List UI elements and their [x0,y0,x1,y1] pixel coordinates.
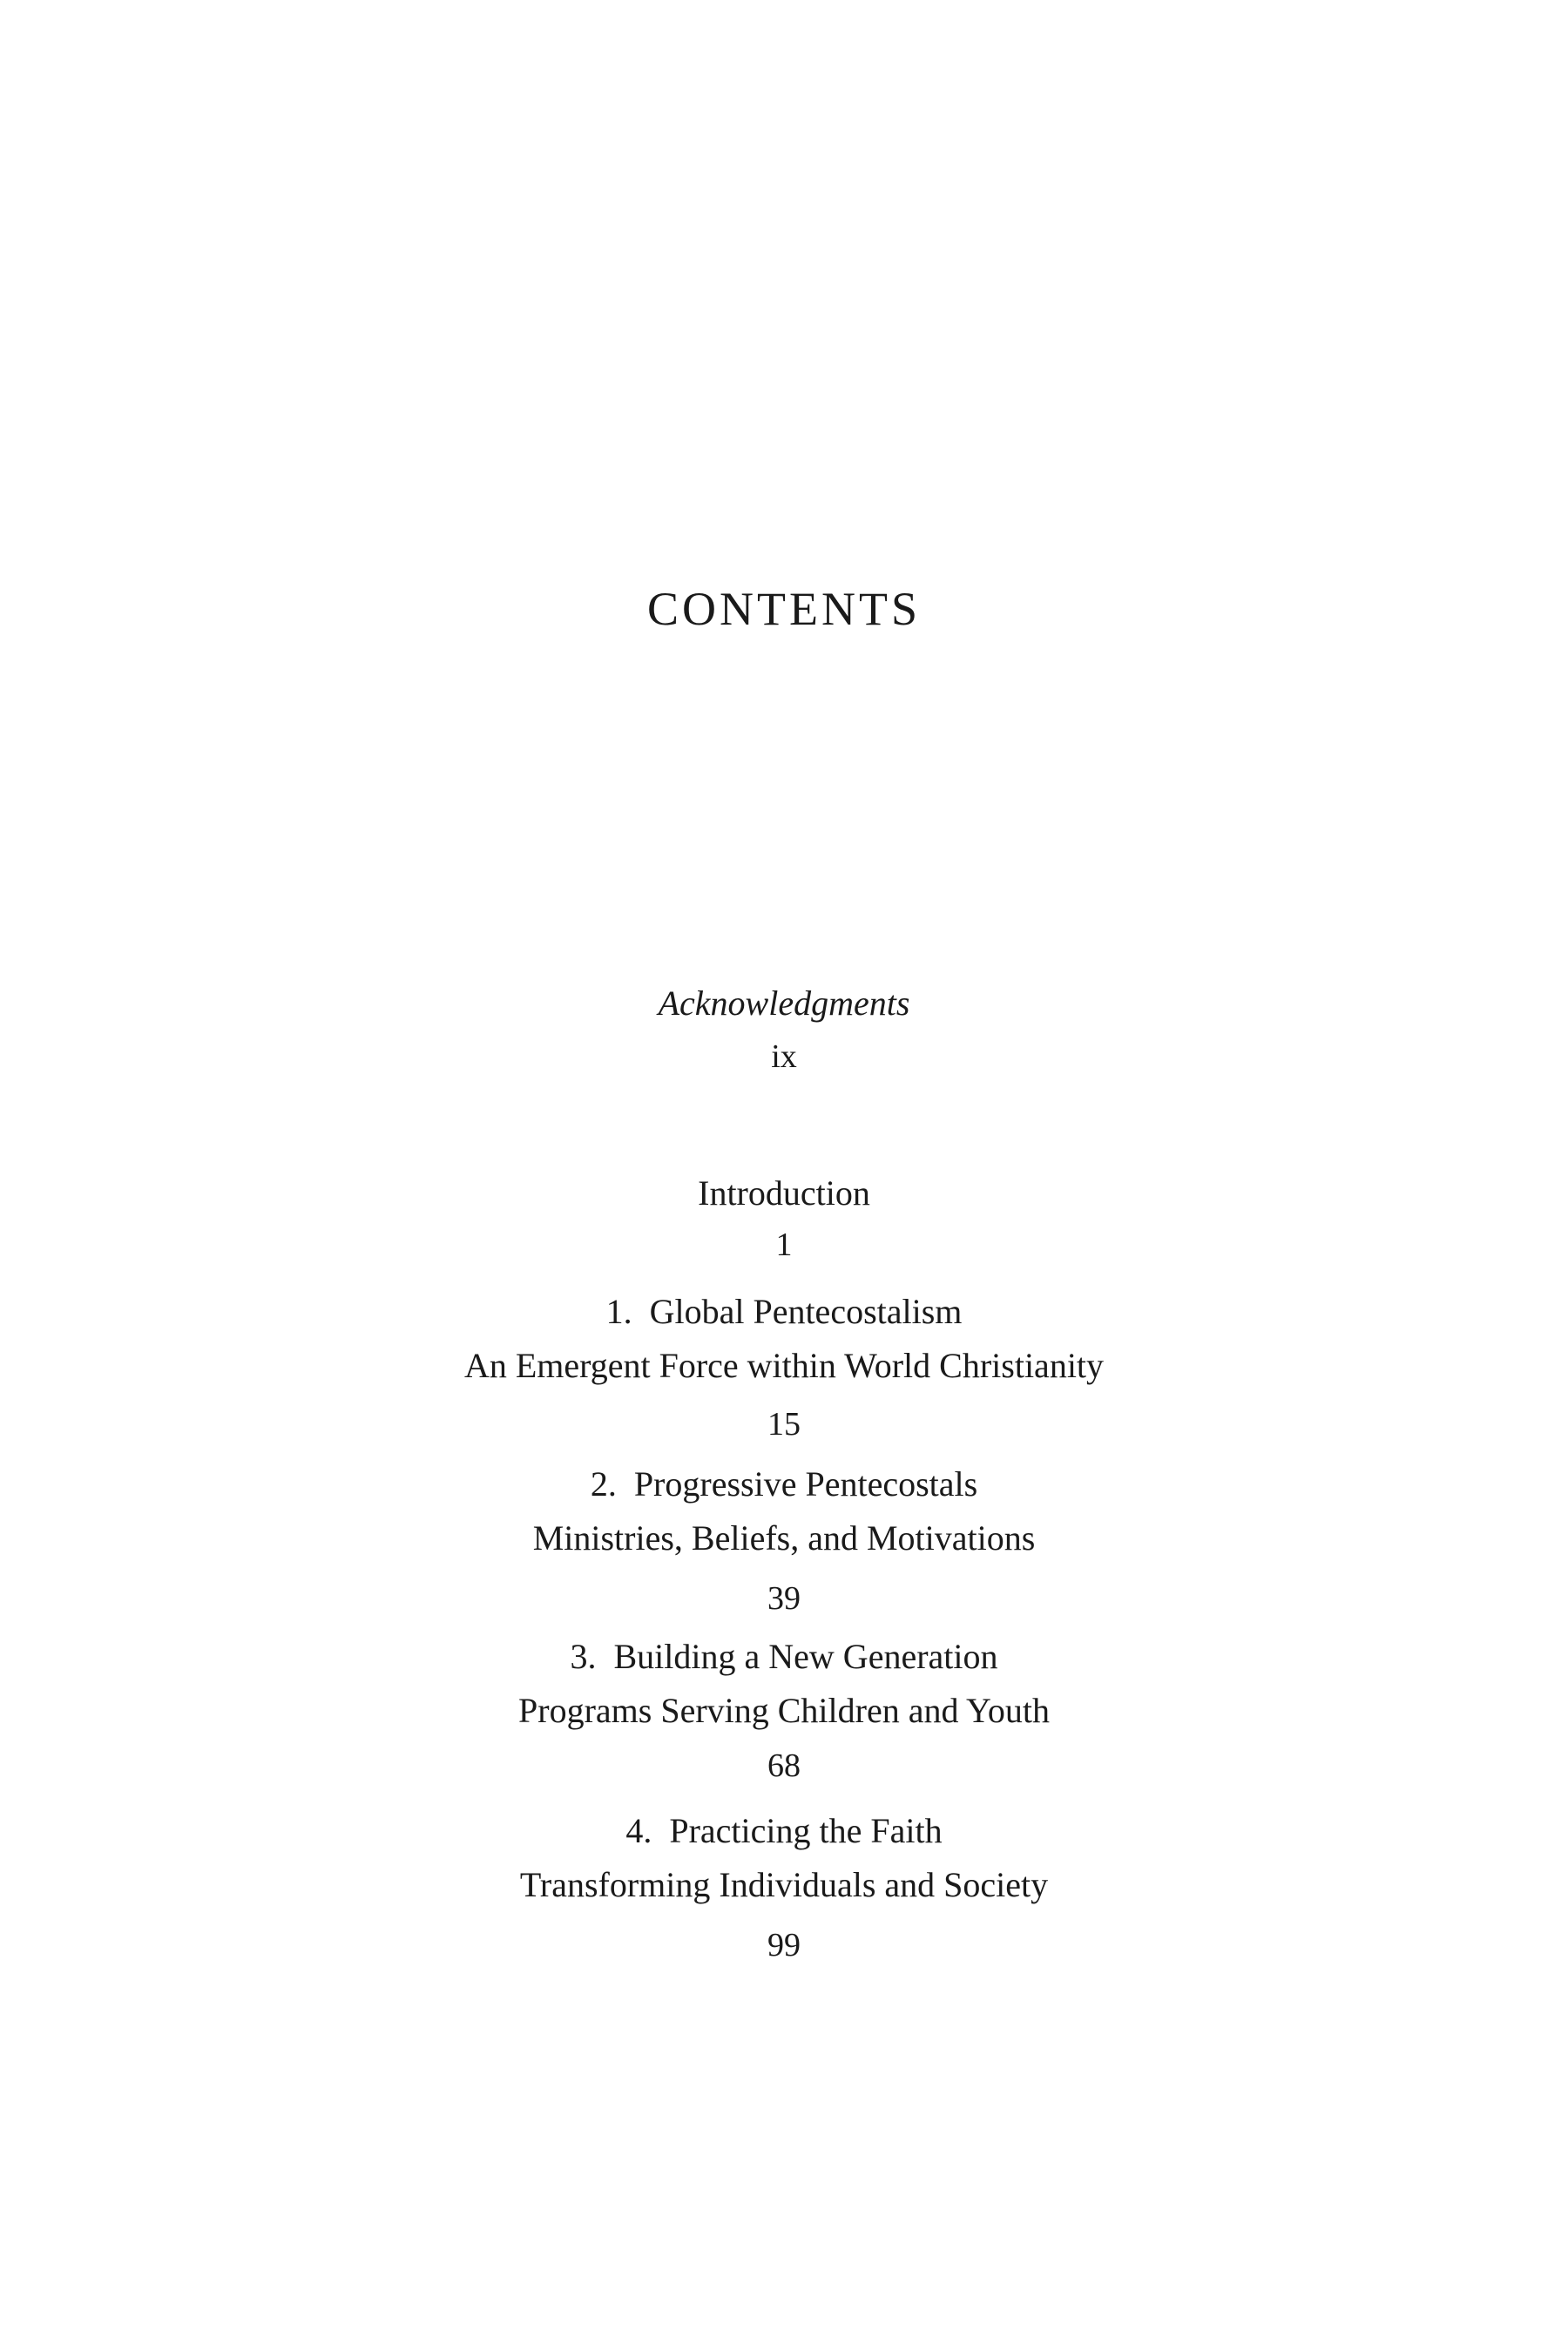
toc-chapter-3-page: 68 [767,1747,801,1784]
toc-chapter-1-heading [0,1294,1568,1329]
toc-introduction-title: Introduction [698,1173,870,1213]
toc-acknowledgments-title: Acknowledgments [658,983,910,1023]
toc-chapter-1-title: Global Pentecostalism [649,1292,963,1331]
toc-chapter-1-page: 15 [767,1406,801,1443]
toc-chapter-3-number: 3. [570,1637,597,1676]
toc-chapter-2-heading [0,1464,1568,1504]
toc-chapter-1-subtitle: An Emergent Force within World Christianity [463,1346,1105,1385]
toc-introduction-page: 1 [775,1227,793,1263]
toc-chapter-4-heading [0,1811,1568,1850]
toc-chapter-3-title: Building a New Generation [613,1637,998,1676]
toc-chapter-2-title: Progressive Pentecostals [633,1464,978,1504]
page-title: CONTENTS [647,583,921,635]
toc-chapter-3-subtitle: Programs Serving Children and Youth [518,1691,1050,1730]
toc-chapter-4-number: 4. [625,1811,652,1850]
toc-chapter-4-title: Practicing the Faith [669,1811,943,1850]
toc-acknowledgments-page: ix [771,1038,797,1075]
toc-chapter-1-number: 1. [605,1292,632,1331]
toc-chapter-2-page: 39 [767,1580,801,1617]
toc-chapter-2-subtitle: Ministries, Beliefs, and Motivations [532,1518,1036,1558]
toc-chapter-3-heading [0,1639,1568,1674]
toc-chapter-4-page: 99 [767,1927,801,1963]
toc-chapter-4-subtitle: Transforming Individuals and Society [519,1865,1049,1904]
toc-chapter-2-number: 2. [590,1464,617,1504]
